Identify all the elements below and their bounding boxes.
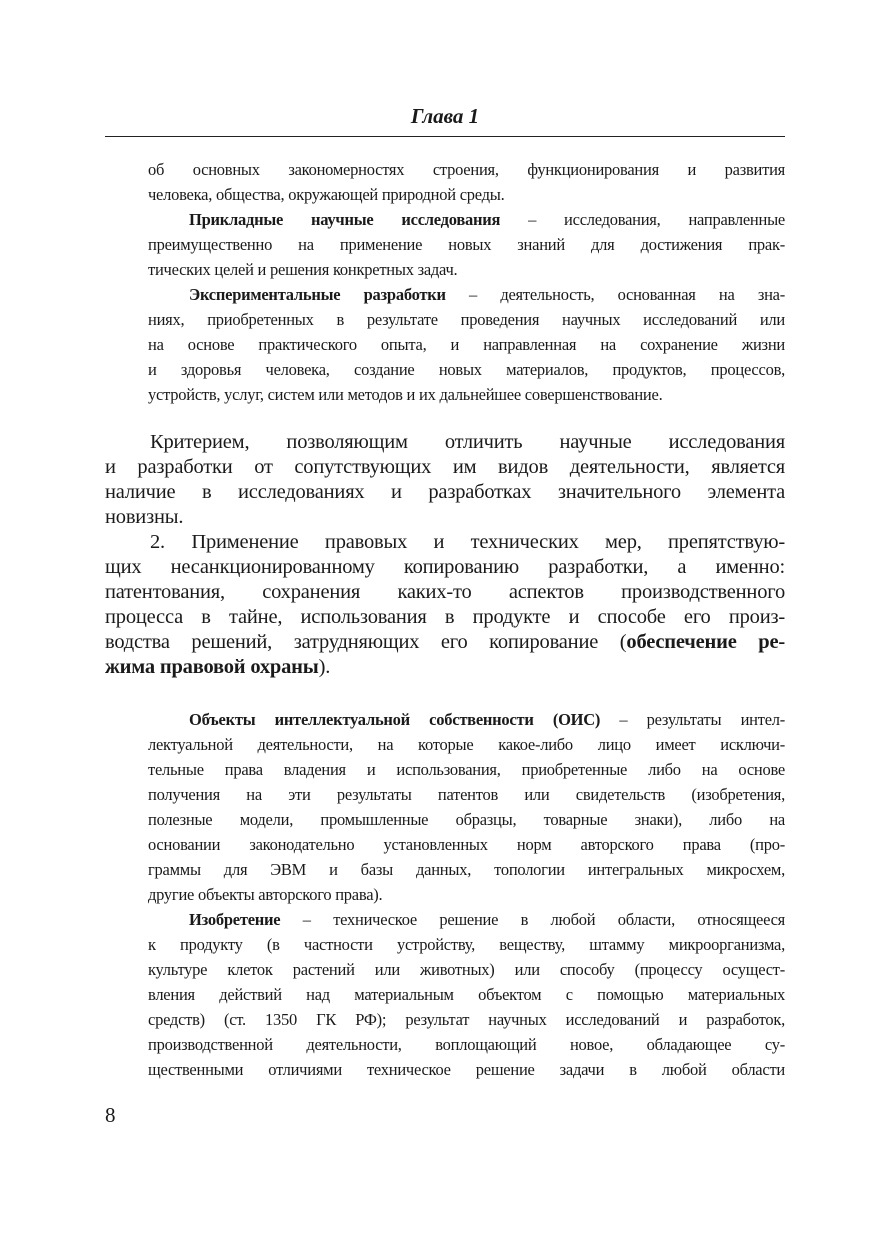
text-line	[148, 307, 785, 332]
text-line	[105, 555, 785, 580]
text-line	[148, 807, 785, 832]
text-line	[148, 857, 785, 882]
text-segment: – результаты интел-	[600, 710, 785, 729]
text-line	[105, 455, 785, 480]
text-line	[148, 757, 785, 782]
bold-term: Объекты интеллектуальной собственности (ОИС)	[189, 710, 601, 729]
text-segment: – техническое решение в любой области, относящееся	[280, 910, 785, 929]
text-segment: на основе практического опыта, и направленная на сохранение жизни	[148, 335, 785, 354]
text-segment: тельные права владения и использования, приобретенные либо на основе	[148, 760, 785, 779]
text-line	[148, 1007, 785, 1032]
text-segment: наличие в исследованиях и разработках значительного элемента	[105, 481, 785, 503]
text-line	[148, 982, 785, 1007]
paragraph	[148, 207, 785, 282]
bold-term: обеспечение ре-	[626, 631, 786, 653]
text-line	[105, 630, 785, 655]
text-segment: патентования, сохранения каких-то аспектов производственного	[105, 581, 785, 603]
text-segment: вления действий над материальным объектом с помощью материальных	[148, 985, 785, 1004]
text-line	[148, 332, 785, 357]
text-line	[148, 782, 785, 807]
text-line	[148, 932, 785, 957]
text-line	[148, 232, 785, 257]
paragraph	[148, 707, 785, 907]
text-segment: граммы для ЭВМ и базы данных, топологии интегральных микросхем,	[148, 860, 785, 879]
text-segment: процесса в тайне, использования в продукте и способе его произ-	[105, 606, 785, 628]
text-segment: устройств, услуг, систем или методов и их дальнейшее совершенствование.	[148, 385, 663, 404]
text-line	[148, 357, 785, 382]
text-segment: основании законодательно установленных норм авторского права (про-	[148, 835, 785, 854]
bold-term: жима правовой охраны	[105, 656, 319, 678]
text-segment: об основных закономерностях строения, функционирования и развития	[148, 160, 785, 179]
text-segment: – деятельность, основанная на зна-	[445, 285, 785, 304]
text-line	[148, 882, 785, 907]
text-line	[148, 182, 785, 207]
text-line	[105, 605, 785, 630]
text-segment: получения на эти результаты патентов или свидетельств (изобретения,	[148, 785, 785, 804]
text-line	[105, 530, 785, 555]
text-line	[105, 480, 785, 505]
text-block-definitions-2	[148, 707, 785, 1082]
text-line	[148, 707, 785, 732]
text-segment: лектуальной деятельности, на которые какое-либо лицо имеет исключи-	[148, 735, 785, 754]
text-segment: – исследования, направленные	[500, 210, 785, 229]
header-rule	[105, 136, 785, 137]
paragraph	[105, 430, 785, 530]
text-segment: щих несанкционированному копированию разработки, а именно:	[105, 556, 785, 578]
bold-term: Прикладные научные исследования	[189, 210, 501, 229]
bold-term: Изобретение	[189, 910, 281, 929]
text-segment: полезные модели, промышленные образцы, товарные знаки), либо на	[148, 810, 785, 829]
text-line	[148, 907, 785, 932]
text-segment: новизны.	[105, 506, 184, 528]
text-segment: тических целей и решения конкретных задач.	[148, 260, 458, 279]
bold-term: Экспериментальные разработки	[189, 285, 446, 304]
text-block-main	[105, 430, 785, 680]
running-header-chapter-title: Глава 1	[410, 104, 480, 128]
text-line	[148, 732, 785, 757]
paragraph	[105, 530, 785, 680]
text-segment: преимущественно на применение новых знаний для достижения прак-	[148, 235, 785, 254]
text-segment: производственной деятельности, воплощающий новое, обладающее су-	[148, 1035, 785, 1054]
text-line	[105, 505, 785, 530]
text-line	[148, 957, 785, 982]
text-line	[148, 382, 785, 407]
text-line	[148, 832, 785, 857]
text-line	[148, 257, 785, 282]
text-line	[105, 580, 785, 605]
text-segment: другие объекты авторского права).	[148, 885, 383, 904]
text-segment: щественными отличиями техническое решение задачи в любой области	[148, 1060, 785, 1079]
paragraph	[148, 282, 785, 407]
text-line	[105, 655, 785, 680]
paragraph	[148, 157, 785, 207]
text-segment: к продукту (в частности устройству, веществу, штамму микроорганизма,	[148, 935, 785, 954]
page-number: 8	[105, 1103, 116, 1127]
text-segment: ).	[318, 656, 331, 678]
text-segment: ниях, приобретенных в результате проведения научных исследований или	[148, 310, 785, 329]
text-segment: культуре клеток растений или животных) или способу (процессу осущест-	[148, 960, 785, 979]
text-block-definitions-1	[148, 157, 785, 407]
text-segment: средств) (ст. 1350 ГК РФ); результат научных исследований и разработок,	[148, 1010, 785, 1029]
text-segment: Критерием, позволяющим отличить научные исследования	[150, 431, 785, 453]
text-line	[148, 282, 785, 307]
text-line	[105, 430, 785, 455]
paragraph	[148, 907, 785, 1082]
text-segment: и здоровья человека, создание новых материалов, продуктов, процессов,	[148, 360, 785, 379]
text-line	[148, 157, 785, 182]
text-line	[148, 1057, 785, 1082]
text-segment: 2. Применение правовых и технических мер, препятствую-	[150, 531, 785, 553]
text-line	[148, 207, 785, 232]
text-segment: человека, общества, окружающей природной среды.	[148, 185, 505, 204]
text-line	[148, 1032, 785, 1057]
text-segment: водства решений, затрудняющих его копирование (	[105, 631, 627, 653]
text-segment: и разработки от сопутствующих им видов деятельности, является	[105, 456, 785, 478]
